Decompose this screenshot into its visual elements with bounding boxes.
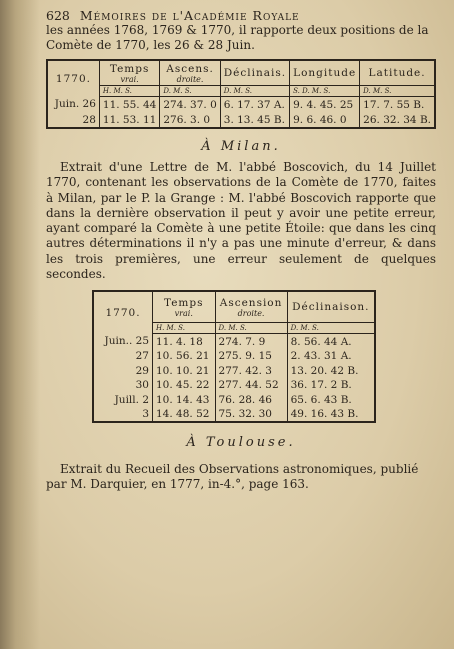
row-dec: 3. 13. 45 B. [220,112,289,128]
row-dec: 65. 6. 43 B. [287,392,375,407]
table2-header-time: Temps vrai. [153,291,216,323]
table-observations-1770 [46,59,436,129]
row-ra: 277. 44. 52 [215,378,287,393]
table-row [93,378,375,393]
row-lon: 9. 6. 46. 0 [290,112,360,128]
row-ra: 276. 3. 0 [160,112,220,128]
table2-year: 1770. [93,291,153,334]
table2-wrapper [92,290,376,423]
table1-unit: S. D. M. S. [290,86,360,97]
row-day: Juill. 2 [93,392,153,407]
table1-unit: D. M. S. [220,86,289,97]
table1-unit: H. M. S. [99,86,159,97]
running-title: Mémoires de l'Académie Royale [79,8,300,23]
table2-unit: D. M. S. [215,323,287,334]
row-ra: 275. 9. 15 [215,349,287,364]
row-dec: 49. 16. 43 B. [287,407,375,423]
table-row [93,392,375,407]
row-time: 10. 14. 43 [153,392,216,407]
row-ra: 76. 28. 46 [215,392,287,407]
intro-text: les années 1768, 1769 & 1770, il rapporte deux positions de la Comète de 1770, les 26 & 28 Juin. [46,23,429,52]
row-day: 3 [93,407,153,423]
table-row [93,349,375,364]
row-ra: 274. 37. 0 [160,97,220,113]
row-dec: 8. 56. 44 A. [287,334,375,349]
running-head [46,8,436,23]
row-day: Juin.. 25 [93,334,153,349]
table2-header-dec: Déclinaison. [287,291,375,323]
table1-year: 1770. [47,60,99,97]
row-lat: 17. 7. 55 B. [363,98,425,111]
page-number: 628 [46,8,70,23]
paragraph-milan: Extrait d'une Lettre de M. l'abbé Boscovich, du 14 Juillet 1770, contenant les observations de la Comète de 1770, faites à Milan, par le P. la Grange : M. l'abbé Boscovich rapporte que dans la dernière observation il peut y avoir une petite erreur, ayant comparé la Comète à une petite Étoile: que dans les cinq autres déterminations il n'y a pas une minute d'erreur, & dans les trois premières, une erreur seulement de quelques secondes. [46,160,436,282]
row-time: 11. 4. 18 [153,334,216,349]
row-dec: 6. 17. 37 A. [220,97,289,113]
table1-header-dec: Déclinais. [220,60,289,86]
row-lat: 26. 32. 34 B. [363,113,431,126]
row-ra: 274. 7. 9 [215,334,287,349]
row-time: 10. 56. 21 [153,349,216,364]
row-time: 11. 53. 11 [99,112,159,128]
table-row [47,97,435,113]
table1-header-lon: Longitude [290,60,360,86]
row-day: 28 [47,112,99,128]
row-dec: 13. 20. 42 B. [287,363,375,378]
table1-header-time: Temps vrai. [99,60,159,86]
section-heading-milan: À Milan. [201,139,281,154]
binding-shadow [0,0,40,649]
row-ra: 277. 42. 3 [215,363,287,378]
row-day: Juin. 26 [47,97,99,113]
table2-header-ra: Ascension droite. [215,291,287,323]
paragraph-toulouse: Extrait du Recueil des Observations astronomiques, publié par M. Darquier, en 1777, in-4.°, page 163. [46,462,419,492]
row-day: 27 [93,349,153,364]
table-row [47,112,435,128]
row-dec: 36. 17. 2 B. [287,378,375,393]
row-dec: 2. 43. 31 A. [287,349,375,364]
table1-header-ra: Ascens. droite. [160,60,220,86]
table1-header-lat: Latitude. [368,67,426,79]
table-row [93,363,375,378]
row-time: 11. 55. 44 [99,97,159,113]
table-observations-milan [92,290,376,423]
table2-unit: D. M. S. [287,323,375,334]
section-heading-toulouse: À Toulouse. [186,435,296,451]
table2-unit: H. M. S. [153,323,216,334]
row-day: 29 [93,363,153,378]
row-time: 10. 10. 21 [153,363,216,378]
row-time: 10. 45. 22 [153,378,216,393]
row-ra: 75. 32. 30 [215,407,287,423]
table-row [93,407,375,423]
table1-unit: D. M. S. [360,86,435,97]
row-day: 30 [93,378,153,393]
row-time: 14. 48. 52 [153,407,216,423]
row-lon: 9. 4. 45. 25 [290,97,360,113]
table-row [93,334,375,349]
table1-unit: D. M. S. [160,86,220,97]
